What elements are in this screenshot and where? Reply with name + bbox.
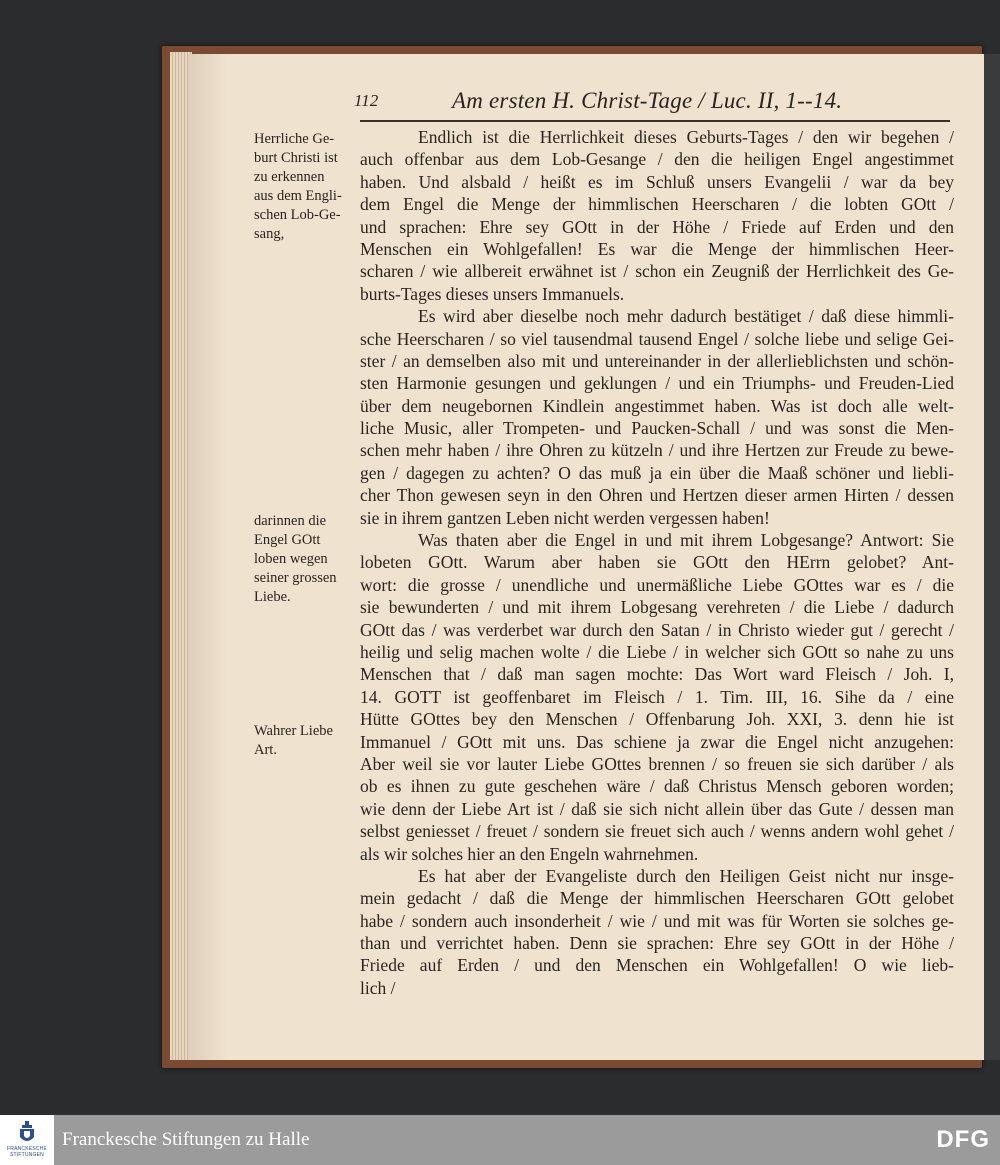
dfg-logo[interactable]: DFG <box>936 1126 990 1153</box>
text-line: ster / an demselben also mit und untereinander in der allerlieblichsten und schön- <box>360 350 954 371</box>
text-line: mein gedacht / daß die Menge der himmlischen Heerscharen GOtt gelobet <box>360 888 954 909</box>
text-line: Es wird aber dieselbe noch mehr dadurch bestätiget / daß diese himmli- <box>418 306 954 327</box>
text-line: wort: die grosse / unendliche und unermäßliche Liebe GOttes war es / die <box>360 574 954 595</box>
text-line: und sprachen: Ehre sey GOtt in der Höhe / Friede auf Erden und den <box>360 216 954 237</box>
institution-name[interactable]: Franckesche Stiftungen zu Halle <box>62 1129 310 1150</box>
main-text <box>360 126 954 999</box>
text-line: sche Heerscharen / so viel tausendmal tausend Engel / solche liebe und selige Gei- <box>360 328 954 349</box>
running-title: Am ersten H. Christ-Tage / Luc. II, 1--14. <box>452 88 843 113</box>
running-head <box>354 86 954 116</box>
text-line: gen / dagegen zu achten? O das muß ja ein über die Maaß schöner und liebli- <box>360 462 954 483</box>
text-line: Aber weil sie vor lauter Liebe GOttes brennen / so freuen sie sich darüber / als <box>360 753 954 774</box>
text-line: Friede auf Erden / und den Menschen ein Wohlgefallen! O wie lieb- <box>360 955 954 976</box>
margin-note-line: Art. <box>254 742 277 758</box>
margin-note <box>254 130 366 244</box>
margin-note <box>254 722 366 760</box>
text-line: Menschen that / daß man sagen mochte: Das Wort ward Fleisch / Joh. I, <box>360 664 954 685</box>
text-line: haben. Und alsbald / heißt es im Schluß unsers Evangelii / war da bey <box>360 171 954 192</box>
text-line: 14. GOTT ist geoffenbaret im Fleisch / 1. Tim. III, 16. Sihe da / eine <box>360 686 954 707</box>
margin-note-line: Herrliche Ge- <box>254 131 335 147</box>
text-line: selbst geniesset / freuet / sondern sie freuet sich auch / wenns andern wohl gehet / <box>360 821 954 842</box>
margin-note-line: burt Christi ist <box>254 150 338 166</box>
margin-note-line: Liebe. <box>254 589 291 605</box>
text-line: Endlich ist die Herrlichkeit dieses Geburts-Tages / den wir begehen / <box>418 127 954 147</box>
text-line: Was thaten aber die Engel in und mit ihrem Lobgesange? Antwort: Sie <box>418 530 954 551</box>
text-line: über dem neugebornen Kindlein angestimmet haben. Was ist doch alle welt- <box>360 395 954 416</box>
text-line: lich / <box>360 977 396 998</box>
margin-note <box>254 512 366 607</box>
facing-page-edge <box>984 54 1000 1060</box>
text-line: Es hat aber der Evangeliste durch den Heiligen Geist nicht nur insge- <box>418 865 954 886</box>
header-rule <box>360 120 950 122</box>
logo-text: FRANCKESCHE STIFTUNGEN <box>7 1146 47 1158</box>
margin-note-line: Engel GOtt <box>254 532 321 548</box>
margin-note-line: zu erkennen <box>254 169 325 185</box>
text-line: dem Engel die Menge der himmlischen Heerscharen / die lobten GOtt / <box>360 194 954 215</box>
text-line: sie bewunderten / und mit ihrem Lobgesang verehreten / die Liebe / dadurch <box>360 597 954 618</box>
text-line: wie denn der Liebe Art ist / daß sie sich nicht allein über das Gute / dessen man <box>360 798 954 819</box>
margin-note-line: sang, <box>254 226 285 242</box>
margin-note-line: aus dem Engli- <box>254 188 342 204</box>
text-line: Menschen ein Wohlgefallen! Es war die Menge der himmlischen Heer- <box>360 238 954 259</box>
francke-crest-icon <box>18 1121 36 1145</box>
text-line: Hütte GOttes bey den Menschen / Offenbarung Joh. XXI, 3. denn hie ist <box>360 709 954 730</box>
text-line: scharen / wie allbereit erwähnet ist / schon ein Zeugniß der Herrlichkeit des Ge- <box>360 261 954 282</box>
margin-note-line: darinnen die <box>254 513 327 529</box>
institution-logo[interactable] <box>0 1115 54 1165</box>
text-line: als wir solches hier an den Engeln wahrnehmen. <box>360 843 699 864</box>
text-line: schen mehr haben / ihre Ohren zu kützeln / und ihre Hertzen zur Freude zu bewe- <box>360 440 954 461</box>
margin-note-line: Wahrer Liebe <box>254 723 333 739</box>
margin-note-line: loben wegen <box>254 551 328 567</box>
text-line: liche Music, aller Trompeten- und Paucken-Schall / und was sonst die Men- <box>360 418 954 439</box>
page-number: 112 <box>354 91 379 110</box>
margin-note-line: schen Lob-Ge- <box>254 207 341 223</box>
text-line: habe / sondern auch insonderheit / wie / und mit was für Worten sie solches ge- <box>360 910 954 931</box>
text-line: sten Harmonie gesungen und geklungen / und ein Triumphs- und Freuden-Lied <box>360 373 954 394</box>
footer-bar <box>0 1115 1000 1165</box>
text-line: burts-Tages dieses unsers Immanuels. <box>360 283 625 304</box>
text-line: lobeten GOtt. Warum aber haben sie GOtt den HErrn gelobet? Ant- <box>360 552 954 573</box>
text-line: auch offenbar aus dem Lob-Gesange / den die heiligen Engel angestimmet <box>360 149 954 170</box>
text-line: Immanuel / GOtt mit uns. Das schiene ja zwar die Engel nicht anzugehen: <box>360 731 954 752</box>
text-line: cher Thon gewesen seyn in den Ohren und Hertzen dieser armen Hirten / dessen <box>360 485 954 506</box>
text-line: sie in ihrem gantzen Leben nicht werden vergessen haben! <box>360 507 770 528</box>
text-line: ob es ihnen zu gute geschehen wäre / daß Christus Mensch geboren worden; <box>360 776 954 797</box>
text-line: heilig und selig machen wolte / die Liebe / in welcher sich GOtt so nahe zu uns <box>360 641 954 662</box>
text-line: GOtt das / was verderbet war durch den Satan / in Christo wieder gut / gerecht / <box>360 619 954 640</box>
margin-note-line: seiner grossen <box>254 570 337 586</box>
text-line: than und verrichtet haben. Denn sie sprachen: Ehre sey GOtt in der Höhe / <box>360 933 954 954</box>
